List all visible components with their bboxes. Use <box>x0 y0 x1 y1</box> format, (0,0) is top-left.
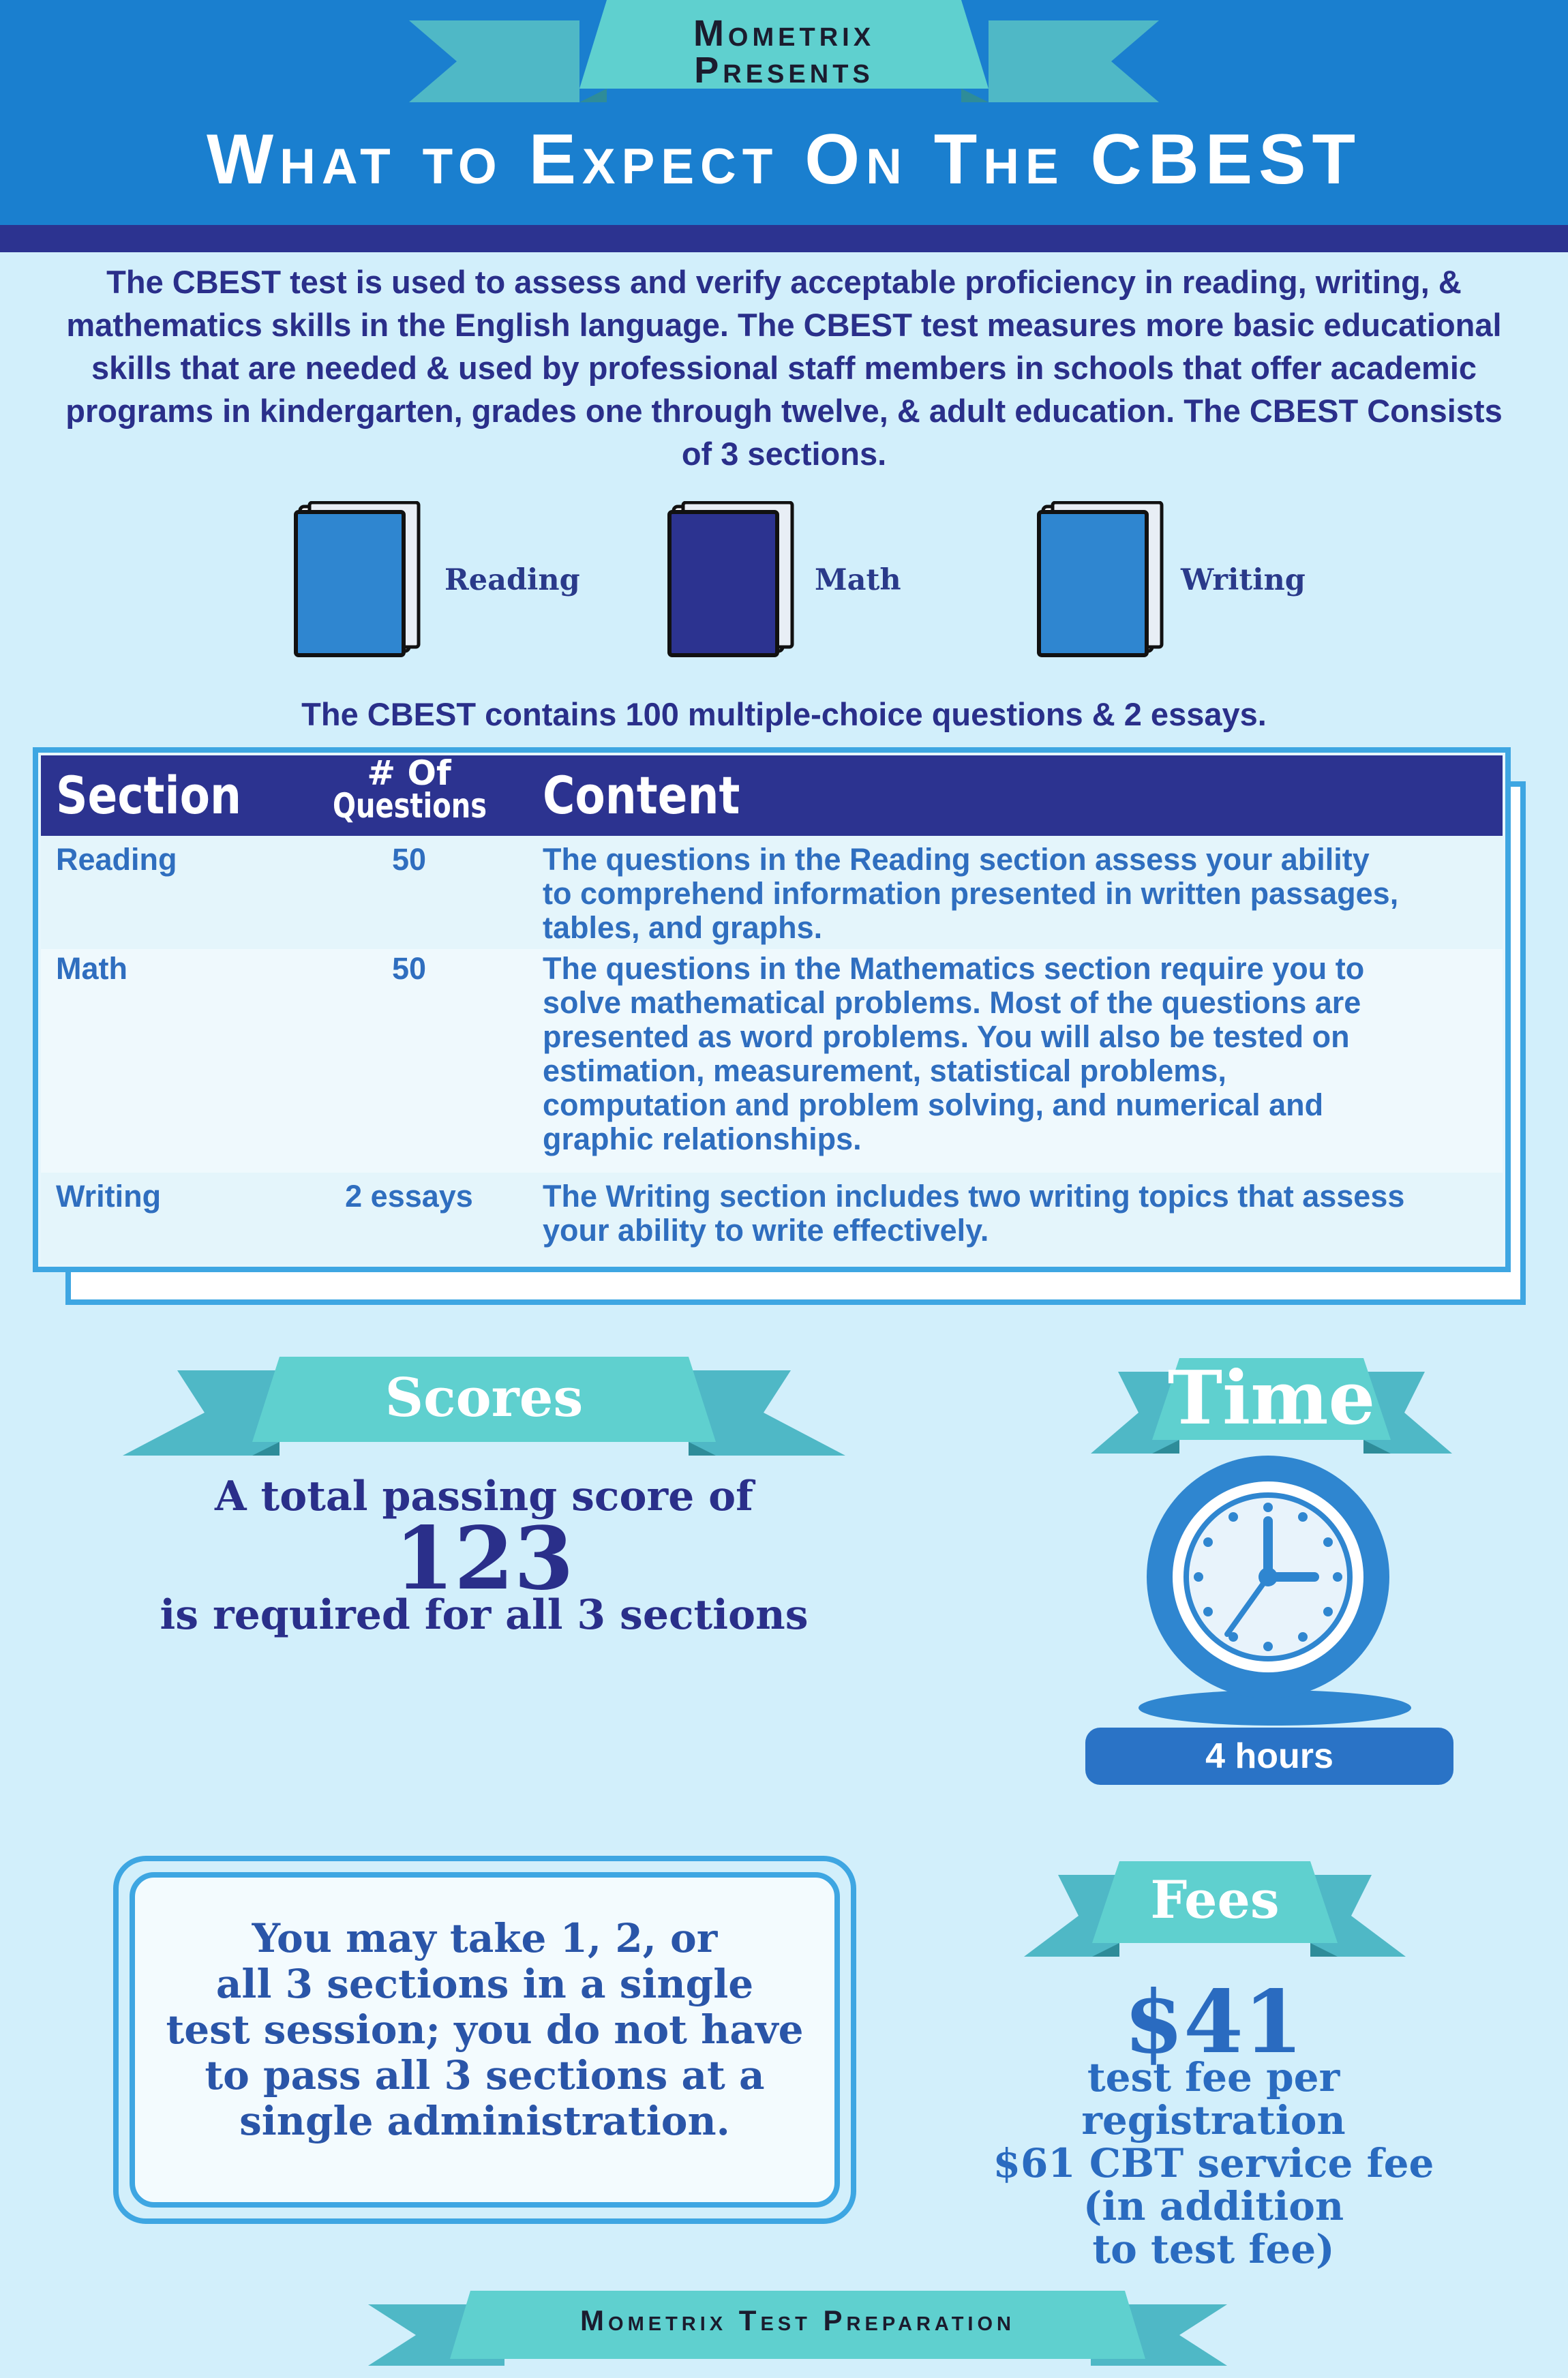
table-row <box>41 1173 1503 1264</box>
book-label-reading: Reading <box>444 563 580 597</box>
row-content-line: presented as word problems. You will also be tested on <box>543 1019 1350 1054</box>
row-content-line: computation and problem solving, and numerical and <box>543 1087 1324 1122</box>
scores-heading: Scores <box>385 1367 584 1429</box>
note-line: single administration. <box>239 2098 730 2144</box>
book-reading-icon <box>293 501 429 658</box>
header-questions-line2: Questions <box>333 786 487 826</box>
fees-amount: $41 <box>1124 1972 1303 2073</box>
row-content-line: graphic relationships. <box>543 1122 862 1156</box>
note-text <box>136 1916 833 2144</box>
row-questions: 50 <box>391 951 427 986</box>
presents-line-2: Presents <box>694 50 874 91</box>
row-content-line: tables, and graphs. <box>543 910 823 945</box>
book-math-icon <box>667 501 803 658</box>
header-content: Content <box>543 765 740 826</box>
scores-line-2: is required for all 3 sections <box>160 1591 809 1639</box>
row-section: Reading <box>56 842 177 877</box>
row-content-line: your ability to write effectively. <box>543 1213 989 1248</box>
fees-heading: Fees <box>1150 1869 1280 1930</box>
fees-line: (in addition <box>1083 2183 1344 2229</box>
table-row <box>41 836 1503 949</box>
row-content-line: to comprehend information presented in written passages, <box>543 876 1399 911</box>
book-writing-icon <box>1036 501 1173 658</box>
clock-icon <box>1132 1456 1418 1728</box>
book-label-writing: Writing <box>1181 563 1306 597</box>
row-content-line: solve mathematical problems. Most of the questions are <box>543 985 1361 1020</box>
header-questions-line1: # Of <box>367 753 451 793</box>
row-content <box>543 952 1497 1156</box>
scores-value: 123 <box>394 1508 574 1609</box>
time-value: 4 hours <box>1205 1736 1333 1776</box>
page-title: What to Expect On The CBEST <box>206 120 1362 199</box>
table-row <box>41 949 1503 1173</box>
header-stripe <box>0 225 1568 252</box>
row-section: Writing <box>56 1179 162 1214</box>
row-questions: 2 essays <box>345 1179 473 1214</box>
book-label-math: Math <box>815 563 901 597</box>
row-section: Math <box>56 951 127 986</box>
note-line: You may take 1, 2, or <box>252 1915 718 1961</box>
presents-line-1: Mometrix <box>693 13 875 54</box>
contains-line: The CBEST contains 100 multiple-choice questions & 2 essays. <box>301 696 1267 732</box>
footer-text: Mometrix Test Preparation <box>580 2304 1015 2336</box>
row-content <box>543 1179 1497 1248</box>
fees-line: to test fee) <box>1092 2226 1335 2272</box>
book-writing <box>1036 501 1173 661</box>
row-questions: 50 <box>391 842 427 877</box>
intro-paragraph: The CBEST test is used to assess and verify acceptable proficiency in reading, writing, & mathematics skills in the English language. The CBEST test measures more basic educational skills that are needed & used by professional staff members in schools that offer academic programs in kindergarten, grades one through twelve, & adult education. The CBEST Consists of 3 sections. <box>65 264 1503 472</box>
row-content-line: The questions in the Mathematics section require you to <box>543 951 1365 986</box>
scores-line-1: A total passing score of <box>215 1473 753 1520</box>
row-content-line: The Writing section includes two writing topics that assess <box>543 1179 1405 1214</box>
fees-details <box>954 2056 1473 2271</box>
table-header <box>41 755 1503 836</box>
note-line: all 3 sections in a single <box>215 1961 754 2007</box>
row-content <box>543 843 1497 945</box>
header-section: Section <box>56 765 242 826</box>
row-content-line: The questions in the Reading section assess your ability <box>543 842 1370 877</box>
book-math <box>667 501 803 661</box>
fees-line: test fee per registration <box>1081 2054 1346 2143</box>
book-reading <box>293 501 429 661</box>
time-heading: Time <box>1167 1355 1376 1441</box>
fees-line: $61 CBT service fee <box>993 2140 1434 2186</box>
header-questions <box>314 753 504 826</box>
note-line: to pass all 3 sections at a <box>205 2052 765 2098</box>
note-line: test session; you do not have <box>166 2006 804 2053</box>
row-content-line: estimation, measurement, statistical problems, <box>543 1053 1226 1088</box>
